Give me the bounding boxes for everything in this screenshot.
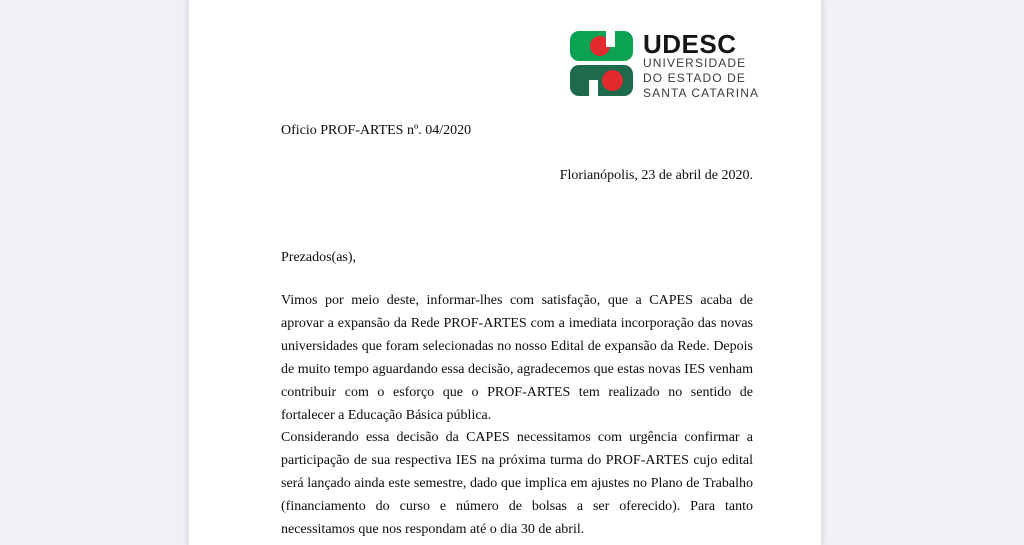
letter-page: [188, 0, 822, 545]
salutation: Prezados(as),: [281, 250, 357, 265]
udesc-logo-icon: [570, 31, 633, 97]
logo-institution-line-2: DO ESTADO DE: [643, 71, 746, 85]
logo-shape-top: [570, 31, 633, 61]
letter-paragraph-2: Considerando essa decisão da CAPES necessitamos com urgência confirmar a participação de sua respectiva IES na próxima turma do PROF-ARTES cujo edital será lançado ainda este semestre, dado que implica em ajustes no Plano de Trabalho (financiamento do curso e número de bolsas a ser oferecido). Para tanto necessitamos que nos respondam até o dia 30 de abril.: [281, 430, 753, 537]
logo-notch-top: [606, 31, 615, 47]
logo-institution-line-1: UNIVERSIDADE: [643, 56, 747, 70]
document-reference: Oficio PROF-ARTES nº. 04/2020: [281, 123, 472, 138]
udesc-logo: [570, 31, 759, 101]
logo-acronym: UDESC: [643, 29, 737, 59]
logo-institution-line-3: SANTA CATARINA: [643, 86, 760, 100]
logo-shape-bottom: [570, 65, 633, 96]
logo-red-dot-bottom: [602, 70, 623, 91]
udesc-logo-text: [643, 31, 759, 101]
logo-notch-bottom: [589, 80, 598, 96]
letter-paragraph-1: Vimos por meio deste, informar-lhes com satisfação, que a CAPES acaba de aprovar a expansão da Rede PROF-ARTES com a imediata incorporação das novas universidades que foram selecionadas no nosso Edital de expansão da Rede. Depois de muito tempo aguardando essa decisão, agradecemos que estas novas IES venham contribuir com o esforço que o PROF-ARTES tem realizado no sentido de fortalecer a Educação Básica pública.: [281, 293, 753, 423]
dateline: Florianópolis, 23 de abril de 2020.: [559, 168, 753, 183]
